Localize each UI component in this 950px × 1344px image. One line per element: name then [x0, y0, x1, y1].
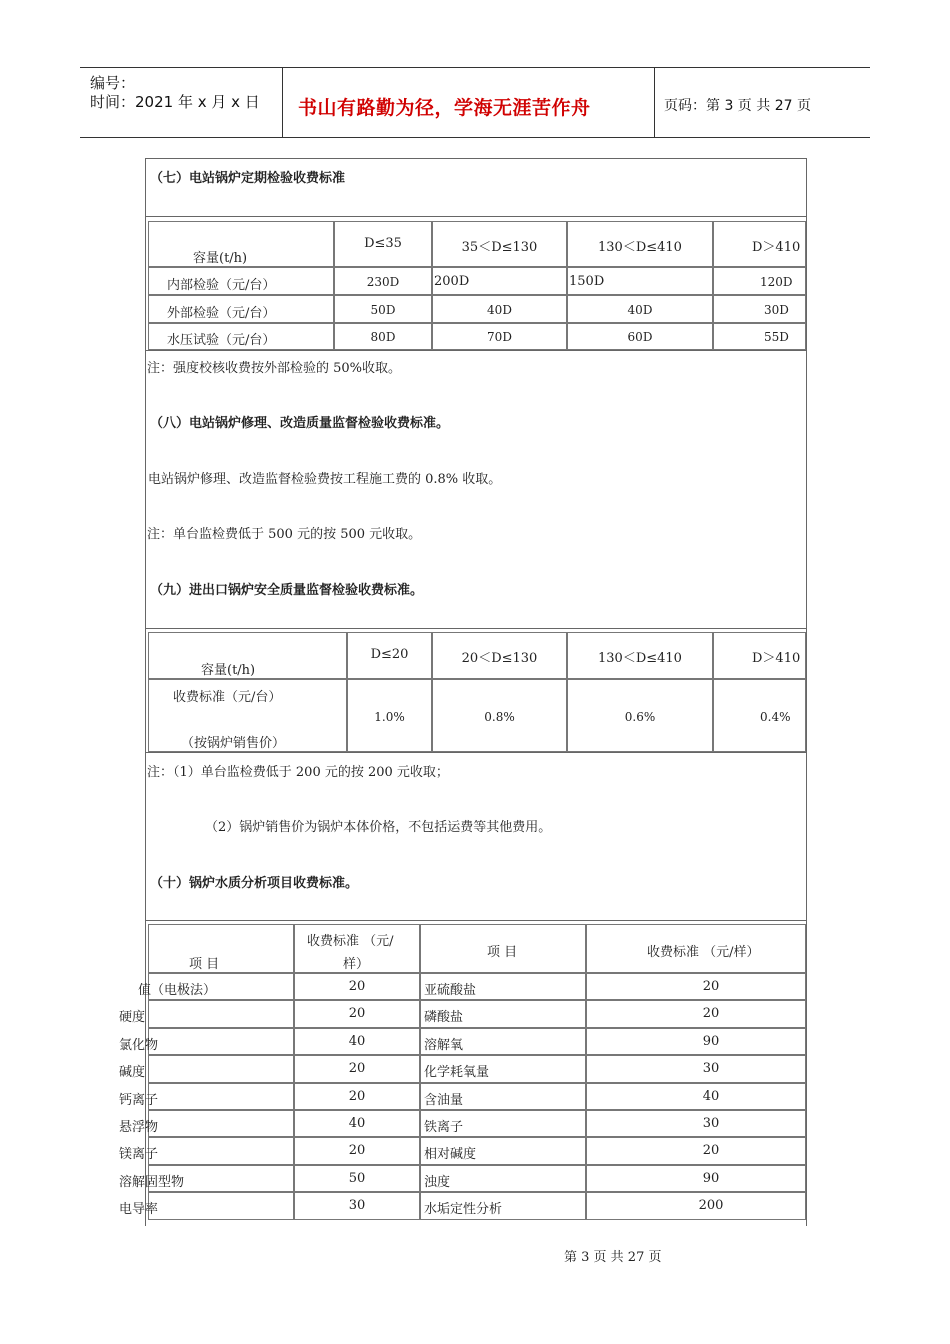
table-cell — [567, 323, 713, 350]
table-cell — [148, 1055, 294, 1083]
table-cell — [148, 267, 334, 295]
column-header: D≤20 — [370, 647, 409, 662]
frame-divider — [145, 350, 807, 351]
table-cell — [334, 267, 432, 295]
row-item: 含油量 — [424, 1093, 464, 1108]
table-value: 120D — [760, 275, 793, 289]
capacity-label: 容量(t/h) — [201, 663, 256, 678]
table-cell — [713, 295, 806, 323]
page-header — [80, 67, 870, 138]
frame-divider — [145, 628, 807, 629]
table-cell — [567, 267, 713, 295]
table-value: 80D — [370, 330, 396, 344]
row-item: 溶解氧 — [424, 1038, 464, 1053]
row-item: 镁离子 — [119, 1147, 159, 1162]
row-item: 碱度 — [119, 1065, 146, 1080]
table-cell — [713, 221, 806, 267]
frame-left — [145, 158, 146, 1226]
row-item: 硬度 — [119, 1010, 146, 1025]
row-item: 铁离子 — [424, 1120, 464, 1135]
table-cell — [148, 1000, 294, 1028]
section8-note: 注：单台监检费低于 500 元的按 500 元收取。 — [147, 527, 422, 542]
row-label: 水压试验（元/台） — [167, 333, 276, 348]
header-divider — [654, 68, 655, 137]
table-cell — [148, 295, 334, 323]
table-value: 150D — [569, 274, 605, 289]
header-motto: 书山有路勤为径，学海无涯苦作舟 — [298, 97, 591, 119]
table-value: 40D — [627, 303, 653, 317]
row-fee: 40 — [348, 1034, 366, 1049]
table-cell — [148, 323, 334, 350]
table-cell — [347, 632, 432, 679]
row-item: 浊度 — [424, 1175, 451, 1190]
row-fee: 20 — [702, 1143, 720, 1158]
table-cell — [148, 632, 347, 679]
table-cell — [148, 679, 347, 752]
row-fee: 40 — [702, 1089, 720, 1104]
capacity-label: 容量(t/h) — [193, 251, 248, 266]
column-header: D≤35 — [364, 236, 402, 251]
table-value: 0.4% — [760, 710, 791, 724]
row-fee: 90 — [702, 1171, 720, 1186]
table-value: 60D — [627, 330, 653, 344]
row-item: 钙离子 — [119, 1093, 159, 1108]
table-cell — [567, 632, 713, 679]
table-cell — [148, 924, 294, 973]
row-fee: 30 — [702, 1116, 720, 1131]
page-footer: 第 3 页 共 27 页 — [564, 1250, 662, 1265]
column-header-item: 项 目 — [487, 945, 518, 960]
row-fee: 200 — [698, 1198, 724, 1213]
frame-divider — [145, 752, 807, 753]
row-fee: 50 — [348, 1171, 366, 1186]
column-header: D＞410 — [752, 651, 801, 666]
table-value: 200D — [434, 274, 470, 289]
table-cell — [586, 924, 806, 973]
row-item: 悬浮物 — [119, 1120, 159, 1135]
table-cell — [432, 295, 567, 323]
table-cell — [713, 632, 806, 679]
table-value: 50D — [370, 303, 396, 317]
row-fee: 30 — [702, 1061, 720, 1076]
table-cell — [432, 323, 567, 350]
frame-divider — [145, 920, 807, 921]
row-item: 亚硫酸盐 — [424, 983, 477, 998]
row-item: 溶解固型物 — [119, 1175, 185, 1190]
frame-top — [145, 158, 807, 159]
table-value: 0.6% — [624, 710, 656, 724]
row-fee: 20 — [348, 1061, 366, 1076]
row-fee: 20 — [348, 1089, 366, 1104]
section8-text: 电站锅炉修理、改造监督检验费按工程施工费的 0.8% 收取。 — [148, 472, 502, 487]
section8-title: （八）电站锅炉修理、改造质量监督检验收费标准。 — [150, 416, 450, 431]
row-fee: 30 — [348, 1198, 366, 1213]
row-item: 化学耗氧量 — [424, 1065, 490, 1080]
column-header: 35＜D≤130 — [461, 240, 538, 255]
table-cell — [432, 679, 567, 752]
row-fee: 40 — [348, 1116, 366, 1131]
row-fee: 20 — [348, 979, 366, 994]
header-divider — [282, 68, 283, 137]
header-time: 时间：2021 年 x 月 x 日 — [90, 93, 260, 111]
section7-note: 注：强度校核收费按外部检验的 50%收取。 — [147, 361, 402, 376]
row-label: 外部检验（元/台） — [167, 306, 276, 321]
header-page: 页码：第 3 页 共 27 页 — [664, 98, 811, 114]
table-cell — [567, 679, 713, 752]
row-fee: 20 — [348, 1143, 366, 1158]
table-cell — [713, 323, 806, 350]
table-value: 70D — [487, 330, 512, 344]
table-value: 40D — [487, 303, 512, 317]
row-item: 水垢定性分析 — [424, 1202, 503, 1217]
row-item: 氯化物 — [119, 1038, 159, 1053]
table-value: 30D — [764, 303, 789, 317]
table-cell — [420, 924, 586, 973]
table-cell — [713, 679, 806, 752]
section9-note1: 注：（1）单台监检费低于 200 元的按 200 元收取； — [147, 765, 449, 780]
row-item: 值（电极法） — [138, 983, 217, 998]
row-fee: 20 — [348, 1006, 366, 1021]
column-header-item: 项 目 — [189, 957, 220, 972]
table-cell — [148, 1192, 294, 1220]
column-header-fee: 收费标准 （元/ — [307, 934, 394, 949]
table-cell — [148, 1083, 294, 1110]
column-header: 130＜D≤410 — [598, 240, 682, 255]
row-label: （按锅炉销售价） — [181, 736, 286, 751]
table-value: 55D — [764, 330, 789, 344]
table-cell — [148, 1110, 294, 1137]
table-cell — [334, 221, 432, 267]
header-number: 编号： — [90, 74, 136, 92]
table-cell — [148, 1137, 294, 1165]
table-cell — [567, 221, 713, 267]
table-cell — [334, 295, 432, 323]
row-item: 电导率 — [119, 1202, 159, 1217]
table-cell — [347, 679, 432, 752]
table-cell — [432, 221, 567, 267]
column-header: 130＜D≤410 — [598, 651, 682, 666]
column-header-fee: 收费标准 （元/样） — [647, 945, 760, 960]
row-item: 相对碱度 — [424, 1147, 477, 1162]
column-header: D＞410 — [752, 240, 801, 255]
row-fee: 20 — [702, 1006, 720, 1021]
section7-title: （七）电站锅炉定期检验收费标准 — [150, 171, 346, 186]
row-fee: 90 — [702, 1034, 720, 1049]
row-label: 收费标准（元/台） — [173, 690, 282, 705]
row-item: 磷酸盐 — [424, 1010, 464, 1025]
table-value: 230D — [366, 275, 400, 289]
table-cell — [713, 267, 806, 295]
frame-divider — [145, 216, 807, 217]
table-cell — [432, 632, 567, 679]
table-value: 0.8% — [484, 710, 515, 724]
table-cell — [432, 267, 567, 295]
section10-title: （十）锅炉水质分析项目收费标准。 — [150, 876, 359, 891]
column-header: 20＜D≤130 — [461, 651, 538, 666]
table-cell — [148, 221, 334, 267]
row-fee: 20 — [702, 979, 720, 994]
table-cell — [567, 295, 713, 323]
table-cell — [294, 924, 420, 973]
section9-note2: （2）锅炉销售价为锅炉本体价格，不包括运费等其他费用。 — [205, 820, 552, 835]
table-cell — [334, 323, 432, 350]
section9-title: （九）进出口锅炉安全质量监督检验收费标准。 — [150, 583, 424, 598]
table-value: 1.0% — [374, 710, 405, 724]
table-cell — [148, 1028, 294, 1055]
row-label: 内部检验（元/台） — [167, 278, 276, 293]
column-header-fee: 样） — [343, 957, 370, 972]
